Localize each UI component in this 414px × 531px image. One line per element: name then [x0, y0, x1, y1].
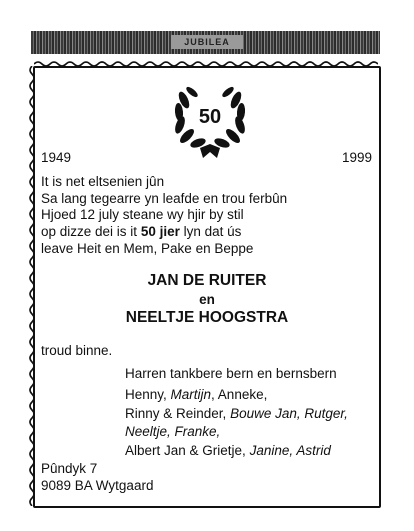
poem-line-part: lyn dat ús [179, 224, 242, 240]
poem-line: Hjoed 12 july steane wy hjir by stil [41, 207, 244, 223]
address-block [41, 460, 153, 494]
header-banner-label: JUBILEA [171, 35, 243, 49]
family-name: Albert Jan & Grietje, [125, 442, 250, 458]
poem-line-bold: 50 jier [140, 224, 180, 240]
poem-text [41, 174, 287, 258]
address-street: Pûndyk 7 [41, 461, 98, 476]
poem-line-part: op dizze dei is it [41, 224, 141, 240]
start-year: 1949 [41, 150, 72, 165]
family-name: , Anneke, [211, 387, 268, 402]
family-name: Henny, [125, 387, 171, 402]
address-city: 9089 BA Wytgaard [41, 478, 154, 493]
couple-name-wife: NEELTJE HOOGSTRA [125, 309, 289, 326]
poem-line: It is net eltsenien jûn [41, 174, 165, 189]
badge-number: 50 [198, 106, 222, 128]
family-line [125, 405, 348, 424]
poem-line: leave Heit en Mem, Pake en Beppe [41, 240, 254, 256]
couple-connector: en [199, 292, 215, 307]
end-year: 1999 [342, 150, 373, 165]
grandchild-name: Bouwe Jan, Rutger, [230, 405, 348, 421]
thanks-text: Harren tankbere bern en bernsbern [125, 366, 337, 381]
poem-line: Sa lang tegearre yn leafde en trou ferbûn [41, 190, 288, 206]
family-line [125, 423, 348, 442]
family-name: Rinny & Reinder, [125, 405, 231, 421]
grandchild-name: Neeltje, Franke, [125, 424, 221, 439]
header-banner [31, 31, 380, 54]
poem-line [41, 224, 287, 241]
family-line [125, 386, 348, 405]
family-list [125, 386, 348, 460]
laurel-wreath-icon [170, 78, 250, 160]
grandchild-name: Janine, Astrid [249, 442, 331, 458]
grandchild-name: Martijn [170, 387, 212, 402]
family-line [125, 442, 348, 461]
couple-name-husband: JAN DE RUITER [147, 272, 267, 289]
married-text: troud binne. [41, 343, 113, 358]
